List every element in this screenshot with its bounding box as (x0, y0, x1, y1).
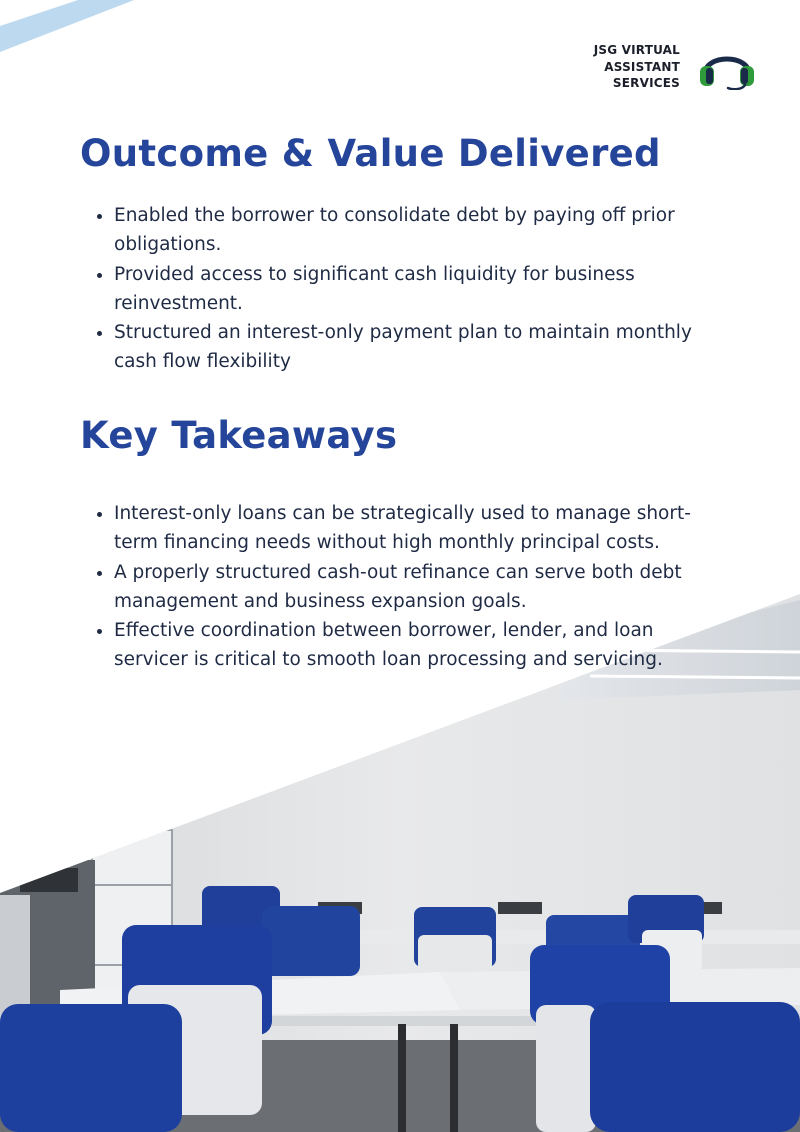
list-item: • Structured an interest-only payment plan to maintain monthly cash flow flexibility (114, 318, 714, 377)
list-item: • Effective coordination between borrower, lender, and loan servicer is critical to smooth loan processing and servicing. (114, 616, 714, 675)
brand-name-line-3: SERVICES (612, 76, 680, 90)
outcome-heading: Outcome & Value Delivered (80, 132, 661, 175)
brand-name-line-2: ASSISTANT (604, 59, 680, 74)
list-item: • Enabled the borrower to consolidate debt by paying off prior obligations. (114, 201, 714, 260)
list-item: • Provided access to significant cash liquidity for business reinvestment. (114, 260, 714, 319)
takeaways-heading: Key Takeaways (80, 414, 398, 457)
brand-name-line-1: JSG VIRTUAL (593, 43, 680, 57)
list-item: • A properly structured cash-out refinance can serve both debt management and business expansion goals. (114, 558, 714, 617)
list-item: • Interest-only loans can be strategically used to manage short-term financing needs without high monthly principal costs. (114, 499, 714, 558)
takeaways-list (94, 499, 714, 675)
